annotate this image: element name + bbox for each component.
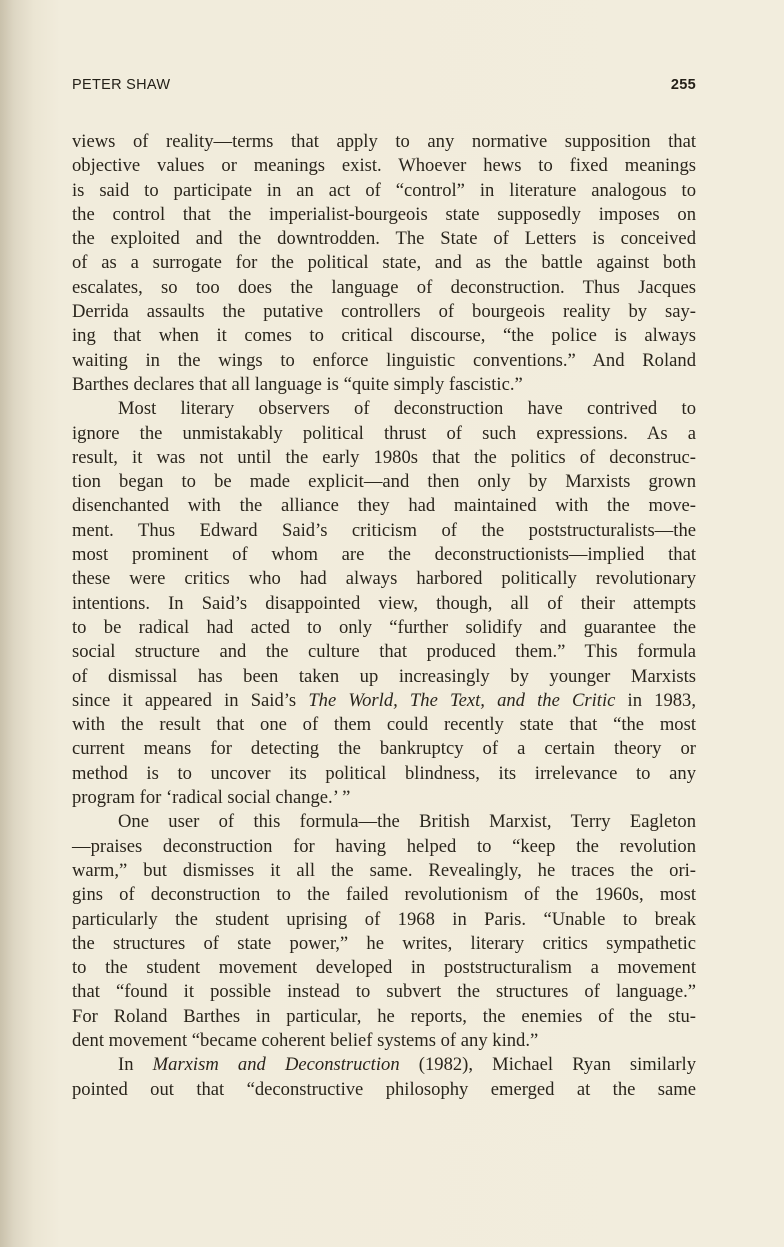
- running-head: PETER SHAW: [72, 77, 171, 93]
- text-line: [72, 154, 696, 178]
- text-line: [72, 980, 696, 1004]
- text-line: [72, 640, 696, 664]
- text-segment: is said to participate in an act of “control” in literature analogous to: [72, 179, 696, 201]
- text-segment: escalates, so too does the language of deconstruction. Thus Jacques: [72, 276, 696, 298]
- text-segment: current means for detecting the bankruptcy of a certain theory or: [72, 738, 696, 760]
- text-line: [72, 349, 696, 373]
- text-line: [72, 251, 696, 275]
- text-segment: gins of deconstruction to the failed revolutionism of the 1960s, most: [72, 884, 696, 906]
- text-segment: result, it was not until the early 1980s that the politics of deconstruc-: [72, 446, 696, 468]
- text-line: [72, 567, 696, 591]
- text-line: [72, 737, 696, 761]
- text-line: [72, 1005, 696, 1029]
- text-segment: the control that the imperialist-bourgeois state supposedly imposes on: [72, 203, 696, 225]
- page-number: 255: [670, 77, 696, 93]
- text-line: [72, 470, 696, 494]
- text-segment: pointed out that “deconstructive philosophy emerged at the same: [72, 1078, 696, 1100]
- text-segment: in 1983,: [615, 689, 696, 711]
- text-segment: of dismissal has been taken up increasingly by younger Marxists: [72, 665, 696, 687]
- text-segment: ing that when it comes to critical discourse, “the police is always: [72, 325, 696, 347]
- text-segment: the exploited and the downtrodden. The State of Letters is conceived: [72, 228, 696, 250]
- text-line: [72, 810, 696, 834]
- text-line: [72, 762, 696, 786]
- text-line: [72, 446, 696, 470]
- text-segment: the structures of state power,” he writes, literary critics sympathetic: [72, 932, 696, 954]
- text-line: [72, 543, 696, 567]
- text-line: [72, 276, 696, 300]
- text-segment: particularly the student uprising of 1968 in Paris. “Unable to break: [72, 908, 696, 930]
- text-segment: since it appeared in Said’s: [72, 689, 309, 711]
- text-line: [72, 373, 696, 397]
- text-line: [72, 494, 696, 518]
- text-line: [72, 616, 696, 640]
- text-segment: objective values or meanings exist. Whoever hews to fixed meanings: [72, 155, 696, 177]
- text-segment: views of reality—terms that apply to any normative supposition that: [72, 131, 696, 152]
- text-line: [72, 835, 696, 859]
- text-line: [72, 665, 696, 689]
- text-segment: to the student movement developed in poststructuralism a movement: [72, 957, 696, 979]
- text-segment: ignore the unmistakably political thrust of such expressions. As a: [72, 422, 696, 444]
- text-segment: these were critics who had always harbored politically revolutionary: [72, 568, 696, 590]
- text-line: [72, 883, 696, 907]
- text-line: [72, 713, 696, 737]
- text-segment: waiting in the wings to enforce linguistic conventions.” And Roland: [72, 349, 696, 371]
- text-line: [72, 859, 696, 883]
- text-segment: intentions. In Said’s disappointed view, though, all of their attempts: [72, 592, 696, 614]
- text-segment: One user of this formula—the British Marxist, Terry Eagleton: [118, 811, 696, 833]
- text-segment: program for ‘radical social change.’ ”: [72, 787, 351, 809]
- text-segment: disenchanted with the alliance they had maintained with the move-: [72, 495, 696, 517]
- text-line: [72, 786, 696, 810]
- text-line: [72, 179, 696, 203]
- text-segment: dent movement “became coherent belief systems of any kind.”: [72, 1029, 539, 1051]
- text-line: [72, 519, 696, 543]
- text-segment: —praises deconstruction for having helped to “keep the revolution: [72, 835, 696, 857]
- text-segment: tion began to be made explicit—and then only by Marxists grown: [72, 471, 696, 493]
- text-segment: Most literary observers of deconstruction have contrived to: [118, 398, 696, 420]
- text-segment: For Roland Barthes in particular, he reports, the enemies of the stu-: [72, 1005, 696, 1027]
- text-segment: (1982), Michael Ryan similarly: [399, 1054, 697, 1076]
- text-segment: to be radical had acted to only “further solidify and guarantee the: [72, 616, 696, 638]
- italic-title: The World, The Text, and the Critic: [308, 689, 616, 711]
- italic-title: Marxism and Deconstruction: [152, 1054, 400, 1076]
- text-segment: most prominent of whom are the deconstructionists—implied that: [72, 544, 696, 566]
- text-line: [72, 1029, 696, 1053]
- text-segment: warm,” but dismisses it all the same. Revealingly, he traces the ori-: [72, 859, 696, 881]
- text-line: [72, 227, 696, 251]
- text-line: [72, 956, 696, 980]
- text-line: [72, 300, 696, 324]
- text-line: [72, 422, 696, 446]
- text-line: [72, 1078, 696, 1102]
- page-header: [72, 77, 696, 99]
- text-line: [72, 592, 696, 616]
- text-segment: Barthes declares that all language is “quite simply fascistic.”: [72, 373, 523, 395]
- text-line: [72, 908, 696, 932]
- text-line: [72, 689, 696, 713]
- text-line: [72, 203, 696, 227]
- text-segment: ment. Thus Edward Said’s criticism of the poststructuralists—the: [72, 519, 696, 541]
- text-segment: method is to uncover its political blindness, its irrelevance to any: [72, 762, 696, 784]
- text-line: [72, 1053, 696, 1077]
- text-segment: Derrida assaults the putative controllers of bourgeois reality by say-: [72, 301, 696, 323]
- body-text: [72, 130, 696, 1102]
- text-segment: In: [118, 1054, 153, 1076]
- text-line: [72, 932, 696, 956]
- text-line: [72, 130, 696, 154]
- text-segment: social structure and the culture that produced them.” This formula: [72, 641, 696, 663]
- text-segment: with the result that one of them could recently state that “the most: [72, 714, 696, 736]
- text-line: [72, 324, 696, 348]
- text-segment: that “found it possible instead to subvert the structures of language.”: [72, 981, 696, 1003]
- text-line: [72, 397, 696, 421]
- text-segment: of as a surrogate for the political state, and as the battle against both: [72, 252, 696, 274]
